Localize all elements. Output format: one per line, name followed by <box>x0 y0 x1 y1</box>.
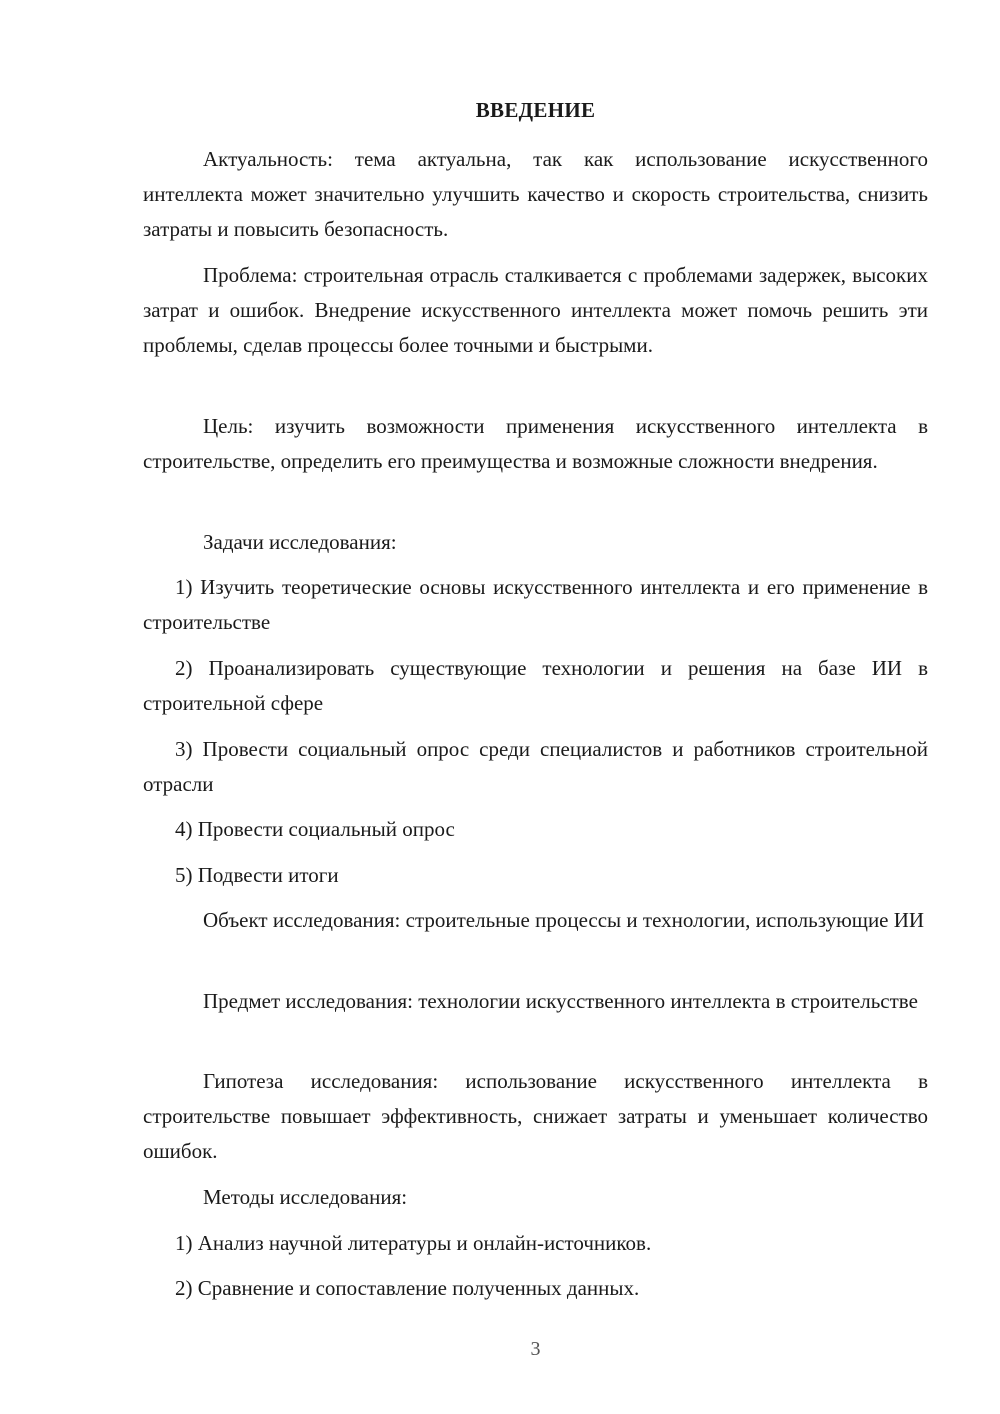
paragraph-subject: Предмет исследования: технологии искусственного интеллекта в строительстве <box>203 989 918 1013</box>
list-item-task-3: 3) Провести социальный опрос среди специалистов и работников строительной отрасли <box>143 737 928 796</box>
paragraph-object: Объект исследования: строительные процессы и технологии, использующие ИИ <box>203 908 925 932</box>
paragraph-methods-heading: Методы исследования: <box>203 1185 408 1209</box>
paragraph-tasks-heading: Задачи исследования: <box>203 530 397 554</box>
document-title: ВВЕДЕНИЕ <box>475 98 596 122</box>
page-number: 3 <box>530 1338 541 1360</box>
paragraph-goal: Цель: изучить возможности применения искусственного интеллекта в строительстве, определить его преимущества и возможные сложности внедрения. <box>143 414 928 473</box>
paragraph-hypothesis: Гипотеза исследования: использование искусственного интеллекта в строительстве повышает эффективность, снижает затраты и уменьшает количество ошибок. <box>143 1069 928 1163</box>
list-item-task-5: 5) Подвести итоги <box>175 863 339 887</box>
list-item-task-4: 4) Провести социальный опрос <box>175 817 455 841</box>
list-item-method-1: 1) Анализ научной литературы и онлайн-источников. <box>175 1231 652 1255</box>
paragraph-problem: Проблема: строительная отрасль сталкивается с проблемами задержек, высоких затрат и ошибок. Внедрение искусственного интеллекта может помочь решить эти проблемы, сделав процессы более точными и быстрыми. <box>143 263 928 357</box>
document-page <box>143 0 928 1414</box>
list-item-task-2: 2) Проанализировать существующие технологии и решения на базе ИИ в строительной сфере <box>143 656 928 715</box>
list-item-task-1: 1) Изучить теоретические основы искусственного интеллекта и его применение в строительстве <box>143 575 928 634</box>
list-item-method-2: 2) Сравнение и сопоставление полученных данных. <box>175 1276 640 1300</box>
paragraph-relevance: Актуальность: тема актуальна, так как использование искусственного интеллекта может значительно улучшить качество и скорость строительства, снизить затраты и повысить безопасность. <box>143 147 928 241</box>
